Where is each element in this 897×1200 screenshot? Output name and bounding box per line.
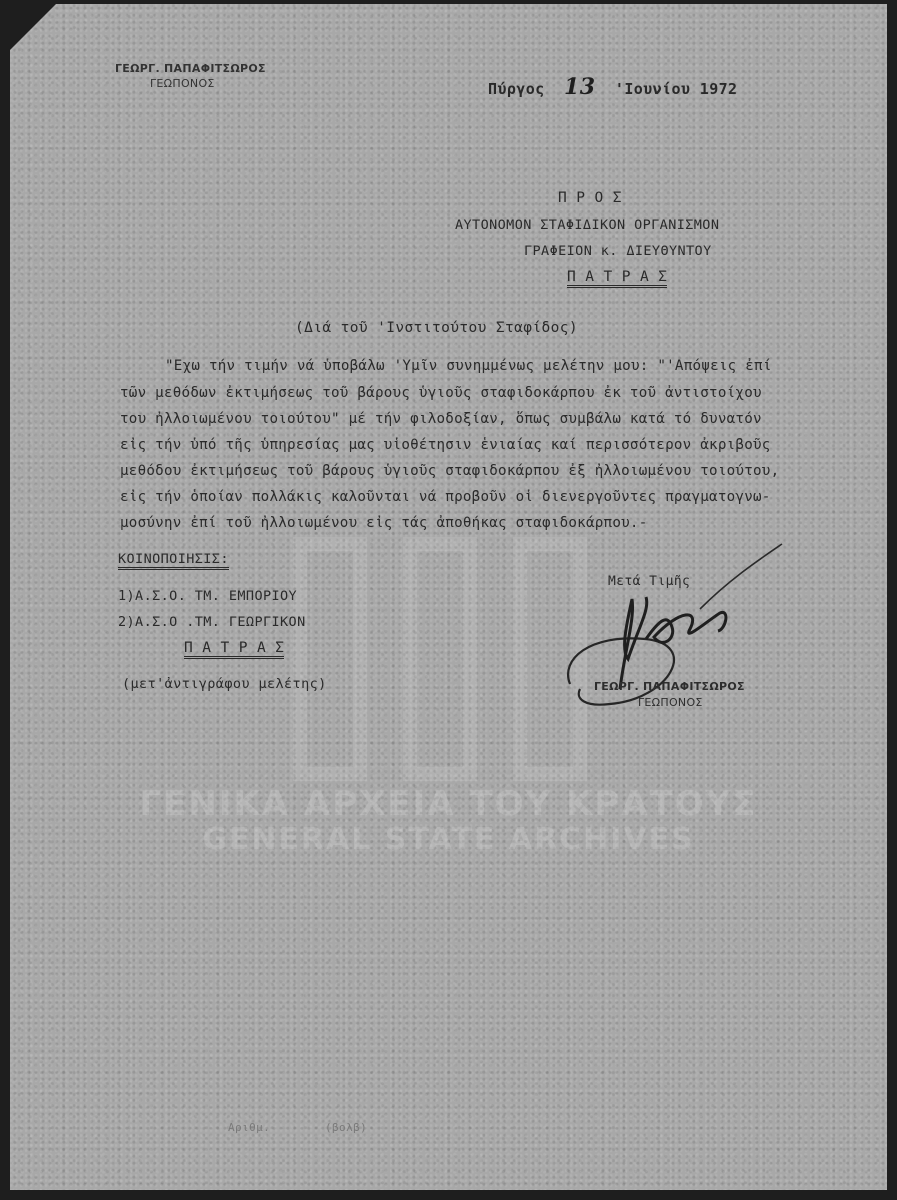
signature-stamp-title: ΓΕΩΠΟΝΟΣ bbox=[638, 696, 703, 709]
footer-mark-left: Αριθμ. bbox=[228, 1121, 271, 1134]
watermark-line-2: GENERAL STATE ARCHIVES bbox=[202, 822, 695, 857]
date-line bbox=[488, 74, 738, 100]
body-line-5: μεθόδου ἐκτιμήσεως τοῦ βάρους ὑγιοῦς σταφιδοκάρπου ἐξ ἠλλοιωμένου τοιούτου, bbox=[120, 463, 780, 479]
date-day: 13 bbox=[564, 74, 596, 100]
body-line-2: τῶν μεθόδων ἐκτιμήσεως τοῦ βάρους ὑγιοῦς σταφιδοκάρπου ἐκ τοῦ ἀντιστοίχου bbox=[120, 385, 762, 401]
recipient-office: ΓΡΑΦΕΙΟΝ κ. ΔΙΕΥΘΥΝΤΟΥ bbox=[524, 243, 712, 259]
body-line-3: του ἠλλοιωμένου τοιούτου" μέ τήν φιλοδοξίαν, ὅπως συμβάλω κατά τό δυνατόν bbox=[120, 411, 762, 427]
recipient-city: Π Α Τ Ρ Α Σ bbox=[567, 269, 667, 288]
date-month-year: 'Ιουνίου 1972 bbox=[614, 80, 738, 98]
footer-mark-right: (βολβ) bbox=[325, 1121, 368, 1134]
watermark-line-1: ΓΕΝΙΚΑ ΑΡΧΕΙΑ ΤΟΥ ΚΡΑΤΟΥΣ bbox=[139, 784, 758, 824]
torn-corner bbox=[10, 4, 56, 50]
letterhead-name: ΓΕΩΡΓ. ΠΑΠΑΦΙΤΣΩΡΟΣ bbox=[115, 62, 266, 75]
recipient-org: ΑΥΤΟΝΟΜΟΝ ΣΤΑΦΙΔΙΚΟΝ ΟΡΓΑΝΙΣΜΟΝ bbox=[455, 217, 720, 233]
recipient-pros: Π Ρ Ο Σ bbox=[558, 190, 622, 206]
signature-stamp-name: ΓΕΩΡΓ. ΠΑΠΑΦΙΤΣΩΡΟΣ bbox=[594, 680, 745, 693]
date-place: Πύργος bbox=[488, 80, 545, 98]
notification-item-2: 2)Α.Σ.Ο .ΤΜ. ΓΕΩΡΓΙΚΟΝ bbox=[118, 614, 306, 630]
notification-item-1: 1)Α.Σ.Ο. ΤΜ. ΕΜΠΟΡΙΟΥ bbox=[118, 588, 298, 604]
via-line: (Διά τοῦ 'Ινστιτούτου Σταφίδος) bbox=[295, 320, 579, 336]
notifications-heading: ΚΟΙΝΟΠΟΙΗΣΙΣ: bbox=[118, 551, 229, 570]
body-line-6: εἰς τήν ὁποίαν πολλάκις καλοῦνται νά προβοῦν οἱ διενεργοῦντες πραγματογνω- bbox=[120, 489, 771, 505]
closing-greeting: Μετά Τιμῆς bbox=[608, 574, 691, 589]
body-line-1: "Εχω τήν τιμήν νά ὑποβάλω 'Υμῖν συνημμένως μελέτην μου: "'Απόψεις ἐπί bbox=[165, 358, 772, 374]
notifications-city: Π Α Τ Ρ Α Σ bbox=[184, 640, 284, 659]
body-line-7: μοσύνην ἐπί τοῦ ἠλλοιωμένου εἰς τάς ἀποθήκας σταφιδοκάρπου.- bbox=[120, 515, 648, 531]
body-line-4: εἰς τήν ὑπό τῆς ὑπηρεσίας μας υἱοθέτησιν ἑνιαίας καί περισσότερον ἀκριβοῦς bbox=[120, 437, 771, 453]
document-sheet bbox=[10, 4, 887, 1190]
letterhead-title: ΓΕΩΠΟΝΟΣ bbox=[150, 77, 215, 90]
notifications-note: (μετ'ἀντιγράφου μελέτης) bbox=[122, 676, 327, 692]
